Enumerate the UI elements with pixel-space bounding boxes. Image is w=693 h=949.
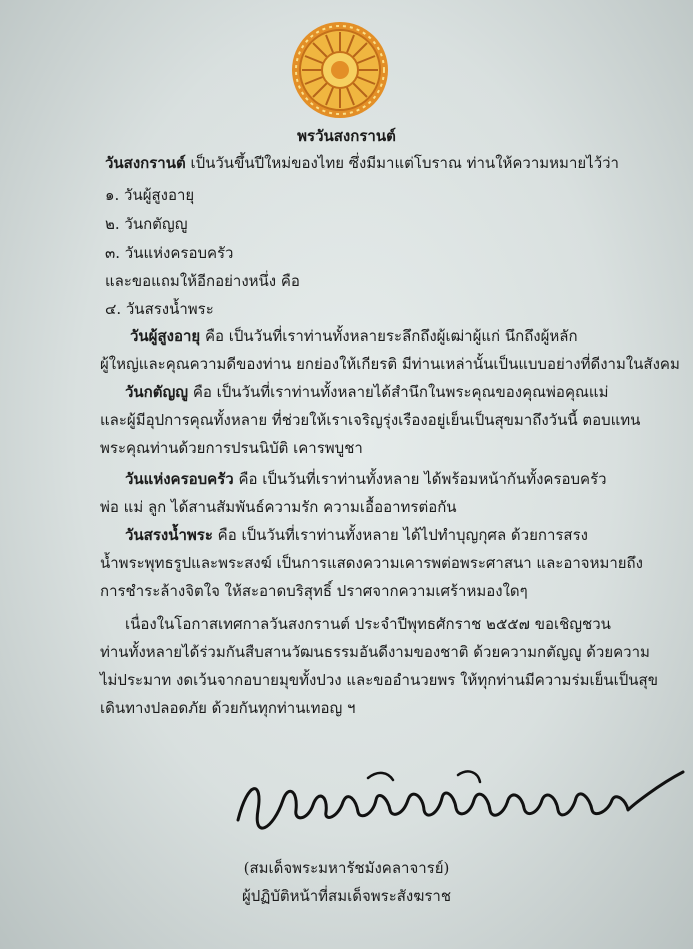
- list-item-2: ๒. วันกตัญญู: [105, 215, 188, 233]
- handwritten-signature: [228, 760, 688, 840]
- para2-line2: และผู้มีอุปการคุณทั้งหลาย ที่ช่วยให้เราเจริญรุ่งเรืองอยู่เย็นเป็นสุขมาถึงวันนี้ ตอบแทน: [100, 411, 641, 429]
- para2-text: คือ เป็นวันที่เราท่านทั้งหลายได้สำนึกในพระคุณของคุณพ่อคุณแม่: [188, 383, 609, 401]
- para4-line1: [125, 525, 588, 545]
- para3-text: คือ เป็นวันที่เราท่านทั้งหลาย ได้พร้อมหน้ากันทั้งครอบครัว: [233, 470, 607, 488]
- para3-lead: วันแห่งครอบครัว: [125, 470, 234, 488]
- para2-lead: วันกตัญญู: [125, 383, 189, 401]
- para1-line2: ผู้ใหญ่และคุณความดีของท่าน ยกย่องให้เกียรติ มีท่านเหล่านั้นเป็นแบบอย่างที่ดีงามในสังคม: [100, 355, 680, 373]
- letter-title: พรวันสงกรานต์: [297, 127, 396, 145]
- para4-text: คือ เป็นวันที่เราท่านทั้งหลาย ได้ไปทำบุญกุศล ด้วยการสรง: [212, 526, 588, 544]
- para4-line3: การชำระล้างจิตใจ ให้สะอาดบริสุทธิ์ ปราศจากความเศร้าหมองใดๆ: [100, 582, 528, 600]
- para4-lead: วันสรงน้ำพระ: [125, 526, 213, 544]
- para5-line4: เดินทางปลอดภัย ด้วยกันทุกท่านเทอญ ฯ: [100, 699, 356, 717]
- para5-line2: ท่านทั้งหลายได้ร่วมกันสืบสานวัฒนธรรมอันดีงามของชาติ ด้วยความกตัญญู ด้วยความ: [100, 643, 650, 661]
- dharma-wheel-emblem-icon: [290, 20, 390, 120]
- para5-line1: เนื่องในโอกาสเทศกาลวันสงกรานต์ ประจำปีพุทธศักราช ๒๕๕๗ ขอเชิญชวน: [125, 615, 611, 633]
- para3-line2: พ่อ แม่ ลูก ได้สานสัมพันธ์ความรัก ความเอื้ออาทรต่อกัน: [100, 498, 457, 516]
- signatory-position: ผู้ปฏิบัติหน้าที่สมเด็จพระสังฆราช: [241, 887, 452, 905]
- para3-line1: [125, 469, 607, 489]
- para2-line3: พระคุณท่านด้วยการปรนนิบัติ เคารพบูชา: [100, 439, 363, 457]
- para1-lead: วันผู้สูงอายุ: [130, 327, 201, 345]
- para1-text: คือ เป็นวันที่เราท่านทั้งหลายระลึกถึงผู้เฒ่าผู้แก่ นึกถึงผู้หลัก: [200, 327, 578, 345]
- para4-line2: น้ำพระพุทธรูปและพระสงฆ์ เป็นการแสดงความเคารพต่อพระศาสนา และอาจหมายถึง: [100, 554, 643, 572]
- signatory-name: (สมเด็จพระมหารัชมังคลาจารย์): [243, 859, 450, 877]
- intro-line: [105, 153, 619, 173]
- list-item-1: ๑. วันผู้สูงอายุ: [105, 186, 195, 204]
- para5-line3: ไม่ประมาท งดเว้นจากอบายมุขทั้งปวง และขออำนวยพร ให้ทุกท่านมีความร่มเย็นเป็นสุข: [100, 671, 658, 689]
- intro-lead: วันสงกรานต์: [105, 154, 186, 172]
- para1-line1: [130, 326, 578, 346]
- intro-text: เป็นวันขึ้นปีใหม่ของไทย ซึ่งมีมาแต่โบราณ ท่านให้ความหมายไว้ว่า: [185, 154, 619, 172]
- list-item-3: ๓. วันแห่งครอบครัว: [105, 244, 234, 262]
- list-item-4: ๔. วันสรงน้ำพระ: [105, 300, 214, 318]
- list-extra: และขอแถมให้อีกอย่างหนึ่ง คือ: [105, 272, 300, 290]
- para2-line1: [125, 382, 608, 402]
